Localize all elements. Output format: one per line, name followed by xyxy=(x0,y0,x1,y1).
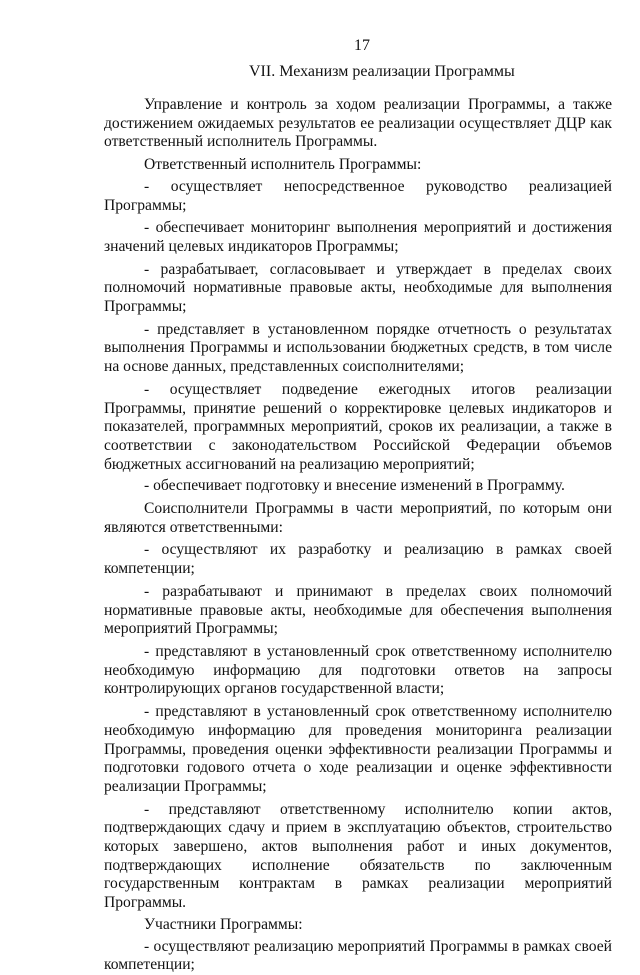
list-item: - разрабатывают и принимают в пределах своих полномочий нормативные правовые акты, необходимые для обеспечения выполнения мероприятий Программы; xyxy=(104,582,612,638)
list-item: - разрабатывает, согласовывает и утверждает в пределах своих полномочий нормативные правовые акты, необходимые для выполнения Программы; xyxy=(104,260,612,316)
paragraph: Управление и контроль за ходом реализации Программы, а также достижением ожидаемых результатов ее реализации осуществляет ДЦР как ответственный исполнитель Программы. xyxy=(104,96,612,151)
list-item: - представляют в установленный срок ответственному исполнителю необходимую информацию для проведения мониторинга реализации Программы, проведения оценки эффективности реализации Программы и подготовки годового отчета о ходе реализации и оценке эффективности реализации Программы; xyxy=(104,703,612,795)
paragraph: Соисполнители Программы в части мероприятий, по которым они являются ответственными: xyxy=(104,500,612,536)
list-item: - осуществляет подведение ежегодных итогов реализации Программы, принятие решений о корректировке целевых индикаторов и показателей, программных мероприятий, сроков их реализации, а также в соответствии с законодательством Российской Федерации объемов бюджетных ассигнований на реализацию мероприятий; xyxy=(104,380,612,473)
list-item: - обеспечивает мониторинг выполнения мероприятий и достижения значений целевых индикаторов Программы; xyxy=(104,219,612,255)
list-item: - осуществляет непосредственное руководство реализацией Программы; xyxy=(104,177,612,214)
list-item: - представляет в установленном порядке отчетность о результатах выполнения Программы и использовании бюджетных средств, в том числе на основе данных, представленных соисполнителями; xyxy=(104,320,612,376)
list-item: - осуществляют их разработку и реализацию в рамках своей компетенции; xyxy=(104,541,612,578)
page-number: 17 xyxy=(354,37,370,54)
list-item: - представляют в установленный срок ответственному исполнителю необходимую информацию для подготовки ответов на запросы контролирующих органов государственной власти; xyxy=(104,642,612,698)
list-item: - осуществляют реализацию мероприятий Программы в рамках своей компетенции; xyxy=(104,937,612,974)
section-title: VII. Механизм реализации Программы xyxy=(249,63,515,80)
list-item: - представляют ответственному исполнителю копии актов, подтверждающих сдачу и прием в эксплуатацию объектов, строительство которых завершено, актов выполнения работ и иных документов, подтверждающих исполнение обязательств по заключенным государственным контрактам в рамках реализации мероприятий Программы. xyxy=(104,800,612,912)
paragraph: Участники Программы: xyxy=(144,915,303,933)
list-item: - обеспечивает подготовку и внесение изменений в Программу. xyxy=(144,477,565,495)
paragraph: Ответственный исполнитель Программы: xyxy=(144,156,422,174)
document-body xyxy=(104,96,612,975)
